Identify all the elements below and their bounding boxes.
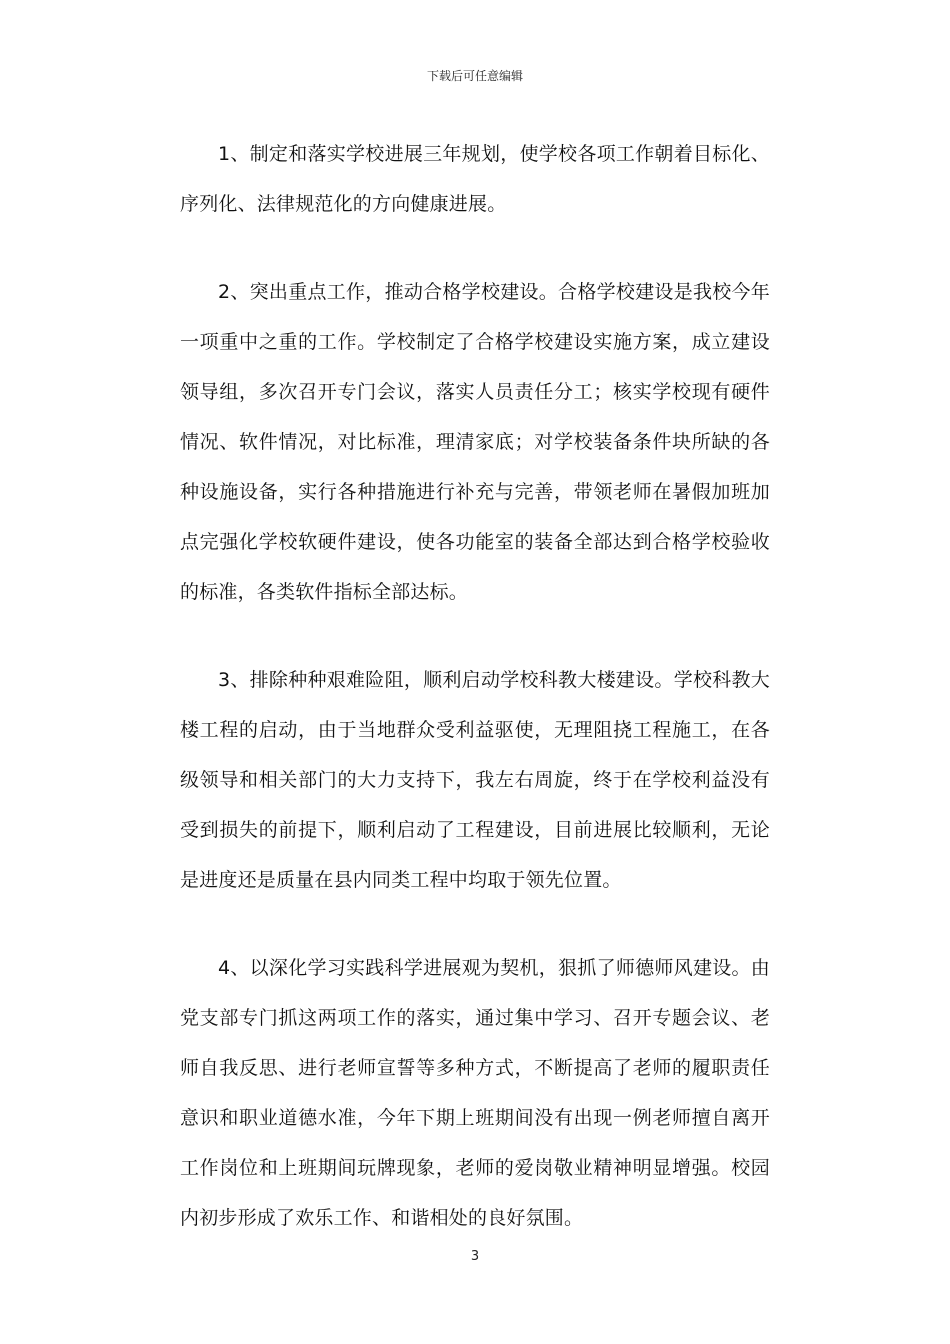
document-body <box>180 129 770 1243</box>
paragraph-2: 2、突出重点工作，推动合格学校建设。合格学校建设是我校今年一项重中之重的工作。学校制定了合格学校建设实施方案，成立建设领导组，多次召开专门会议，落实人员责任分工；核实学校现有硬件情况、软件情况，对比标准，理清家底；对学校装备条件块所缺的各种设施设备，实行各种措施进行补充与完善，带领老师在暑假加班加点完强化学校软硬件建设，使各功能室的装备全部达到合格学校验收的标准，各类软件指标全部达标。 <box>180 281 770 603</box>
paragraph-1: 1、制定和落实学校进展三年规划，使学校各项工作朝着目标化、序列化、法律规范化的方向健康进展。 <box>180 143 770 215</box>
paragraph-3: 3、排除种种艰难险阻，顺利启动学校科教大楼建设。学校科教大楼工程的启动，由于当地群众受利益驱使，无理阻挠工程施工，在各级领导和相关部门的大力支持下，我左右周旋，终于在学校利益没有受到损失的前提下，顺利启动了工程建设，目前进展比较顺利，无论是进度还是质量在县内同类工程中均取于领先位置。 <box>180 669 770 891</box>
page-number: 3 <box>470 1249 480 1264</box>
page-header: 下载后可任意编辑 <box>426 69 523 83</box>
paragraph-4: 4、以深化学习实践科学进展观为契机，狠抓了师德师风建设。由党支部专门抓这两项工作的落实，通过集中学习、召开专题会议、老师自我反思、进行老师宣誓等多种方式，不断提高了老师的履职责任意识和职业道德水准，今年下期上班期间没有出现一例老师擅自离开工作岗位和上班期间玩牌现象，老师的爱岗敬业精神明显增强。校园内初步形成了欢乐工作、和谐相处的良好氛围。 <box>180 957 770 1229</box>
